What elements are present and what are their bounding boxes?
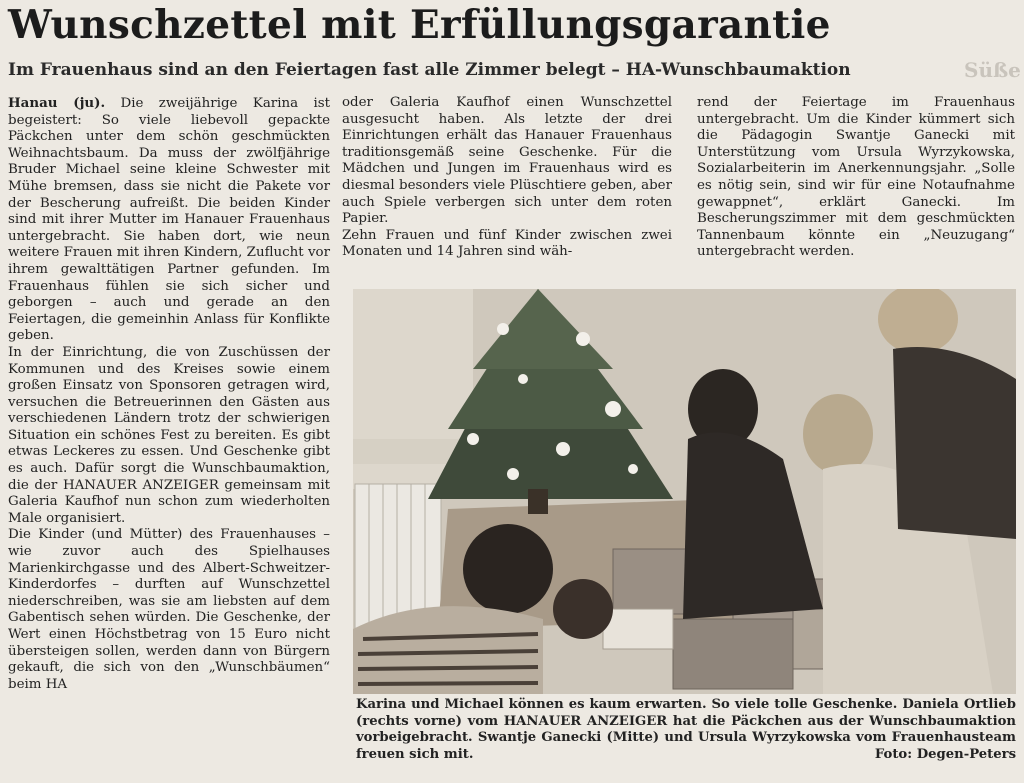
photo-credit: Foto: Degen-Peters (874, 746, 1016, 762)
paragraph: Die Kinder (und Mütter) des Frauenhauses – wie zuvor auch des Spielhauses Marienkirchgasse und des Albert-Schweitzer-Kinderdorfes – durften auf Wunschzettel niederschreiben, was sie am liebsten auf dem Gabentisch sehen würden. Die Geschenke, der Wert einen Höchstbetrag von 15 Euro nicht übersteigen sollen, werden dann von Bürgern gekauft, die sich von den „Wunschbäumen“ beim HA (8, 527, 330, 692)
paragraph: Zehn Frauen und fünf Kinder zwischen zwei Monaten und 14 Jahren sind wäh- (342, 227, 672, 260)
article-column-2 (342, 95, 672, 261)
paragraph: oder Galeria Kaufhof einen Wunschzettel ausgesucht haben. Als letzte der drei Einrichtungen erhält das Hanauer Frauenhaus traditionsgemäß seine Geschenke. Für die Mädchen und Jungen im Frauenhaus wird es diesmal besonders viele Plüschtiere geben, aber auch Spiele verbergen sich unter dem roten Papier. (342, 95, 672, 227)
dateline: Hanau (ju). (8, 95, 106, 111)
christmas-scene-photo (353, 289, 1016, 694)
paragraph-text: Die zweijährige Karina ist begeistert: So viele liebevoll gepackte Päckchen unter dem schön geschmückten Weihnachtsbaum. Da muss der zwölfjährige Bruder Michael seine kleine Schwester mit Mühe bremsen, dass sie nicht die Pakete vor der Bescherung aufreißt. Die beiden Kinder sind mit ihrer Mutter im Hanauer Frauenhaus untergebracht. Sie haben dort, wie neun weitere Frauen mit ihren Kindern, Zuflucht vor ihrem gewalttätigen Partner gefunden. Im Frauenhaus fühlen sie sich sicher und geborgen – auch und gerade an den Feiertagen, die gemeinhin Anlass für Konflikte geben. (8, 96, 330, 344)
photo-caption (356, 697, 1016, 763)
caption-text: Karina und Michael können es kaum erwarten. So viele tolle Geschenke. Daniela Ortlieb (rechts vorne) vom HANAUER ANZEIGER hat die Päckchen aus der Wunschbaumaktion vorbeigebracht. Swantje Ganecki (Mitte) und Ursula Wyrzykowska vom Frauenhausteam freuen sich mit. (356, 697, 1016, 762)
paragraph: rend der Feiertage im Frauenhaus untergebracht. Um die Kinder kümmert sich die Pädagogin Swantje Ganecki mit Unterstützung vom Ursula Wyrzykowska, Sozialarbeiterin im Anerkennungsjahr. „Solle es nötig sein, sind wir für eine Notaufnahme gewappnet“, erklärt Ganecki. Im Bescherungszimmer mit dem geschmückten Tannenbaum könnte ein „Neuzugang“ untergebracht werden. (697, 95, 1015, 260)
subheadline: Im Frauenhaus sind an den Feiertagen fast alle Zimmer belegt – HA-Wunschbaumaktion (8, 60, 851, 80)
headline: Wunschzettel mit Erfüllungsgarantie (8, 2, 831, 48)
adjacent-article-bleed: Süße (964, 58, 1021, 82)
article-column-3 (697, 95, 1015, 261)
paragraph (8, 95, 330, 345)
paragraph: In der Einrichtung, die von Zuschüssen der Kommunen und des Kreises sowie einem großen Einsatz von Sponsoren getragen wird, versuchen die Betreuerinnen den Gästen aus verschiedenen Ländern trotz der schwierigen Situation ein schönes Fest zu bereiten. Es gibt etwas Leckeres zu essen. Und Geschenke gibt es auch. Dafür sorgt die Wunschbaumaktion, die der HANAUER ANZEIGER gemeinsam mit Galeria Kaufhof nun schon zum wiederholten Male organisiert. (8, 344, 330, 526)
article-column-1 (8, 95, 330, 693)
article-photo (353, 289, 1016, 694)
